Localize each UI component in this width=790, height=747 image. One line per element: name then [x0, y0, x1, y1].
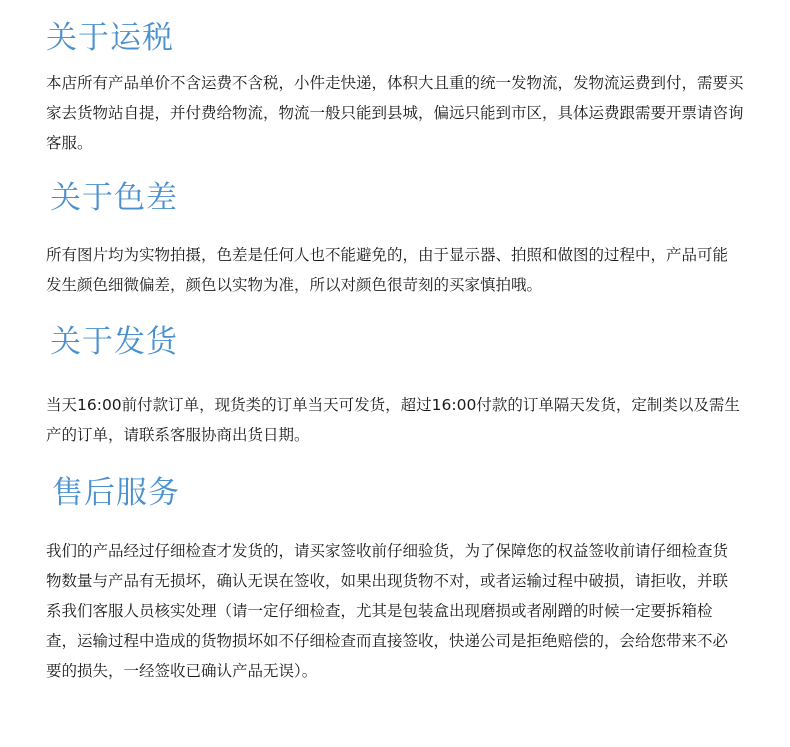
section-text-after-sales: 我们的产品经过仔细检查才发货的，请买家签收前仔细验货，为了保障您的权益签收前请仔细检查货物数量与产品有无损坏，确认无误在签收，如果出现货物不对，或者运输过程中破损，请拒收，并联系我们客服人员核实处理（请一定仔细检查，尤其是包装盒出现磨损或者剐蹭的时候一定要拆箱检查，运输过程中造成的货物损坏如不仔细检查而直接签收，快递公司是拒绝赔偿的，会给您带来不必要的损失，一经签收已确认产品无误）。	[46, 542, 729, 680]
section-text-delivery: 当天16:00前付款订单，现货类的订单当天可发货，超过16:00付款的订单隔天发货，定制类以及需生产的订单，请联系客服协商出货日期。	[46, 396, 740, 444]
section-title-delivery: 关于发货	[50, 324, 178, 360]
section-title-after-sales: 售后服务	[52, 475, 180, 511]
section-text-color-difference: 所有图片均为实物拍摄，色差是任何人也不能避免的，由于显示器、拍照和做图的过程中，产品可能发生颜色细微偏差，颜色以实物为准，所以对颜色很苛刻的买家慎拍哦。	[46, 246, 729, 294]
section-text-shipping-tax: 本店所有产品单价不含运费不含税，小件走快递，体积大且重的统一发物流，发物流运费到付，需要买家去货物站自提，并付费给物流，物流一般只能到县城，偏远只能到市区，具体运费跟需要开票请咨询客服。	[46, 74, 744, 152]
section-title-shipping-tax: 关于运税	[46, 20, 174, 56]
section-title-color-difference: 关于色差	[50, 180, 178, 216]
